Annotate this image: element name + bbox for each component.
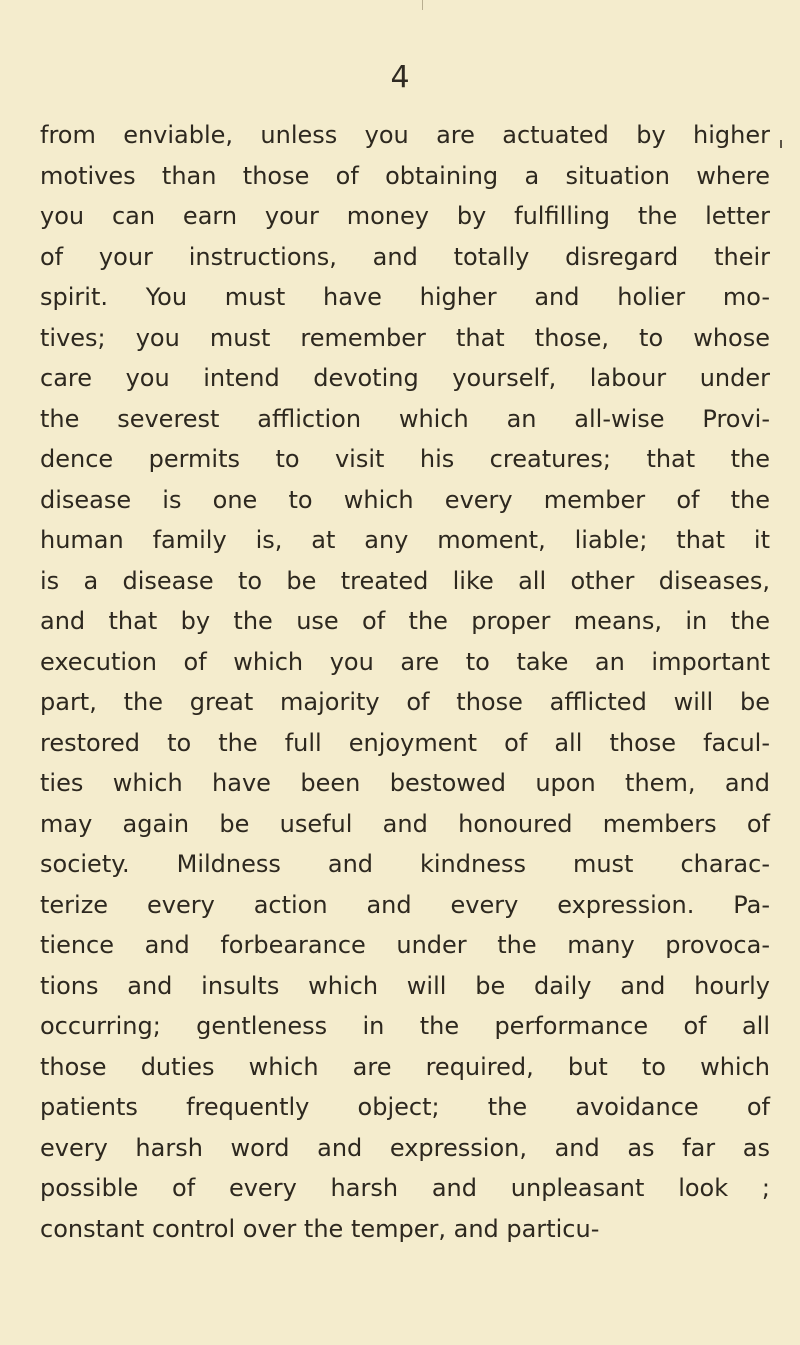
text-line: those duties which are required, but to which: [40, 1052, 770, 1081]
text-line: of your instructions, and totally disregard their: [40, 242, 770, 271]
text-line: execution of which you are to take an important: [40, 647, 770, 676]
text-line: spirit. You must have higher and holier mo-: [40, 283, 770, 311]
text-line: disease is one to which every member of the: [40, 485, 770, 514]
text-line: you can earn your money by fulfilling the letter: [40, 202, 770, 230]
scan-mark: [780, 140, 782, 148]
text-line: human family is, at any moment, liable; that it: [40, 526, 770, 554]
text-line: restored to the full enjoyment of all those facul-: [40, 728, 770, 757]
text-line: from enviable, unless you are actuated by higher: [40, 121, 770, 149]
text-line: tives; you must remember that those, to whose: [40, 323, 770, 352]
text-line: constant control over the temper, and particu-: [40, 1214, 600, 1243]
scan-mark: [422, 0, 423, 10]
text-line: part, the great majority of those afflicted will be: [40, 688, 770, 716]
text-line: every harsh word and expression, and as far as: [40, 1133, 770, 1162]
text-line: tions and insults which will be daily and hourly: [40, 971, 770, 1000]
text-line: occurring; gentleness in the performance of all: [40, 1012, 770, 1040]
text-line: terize every action and every expression. Pa-: [40, 890, 770, 919]
text-line: dence permits to visit his creatures; that the: [40, 445, 770, 473]
text-line: society. Mildness and kindness must charac-: [40, 850, 770, 878]
text-line: is a disease to be treated like all other diseases,: [40, 566, 770, 595]
text-line: patients frequently object; the avoidance of: [40, 1093, 770, 1121]
text-line: the severest affliction which an all-wise Provi-: [40, 404, 770, 433]
text-line: tience and forbearance under the many provoca-: [40, 931, 770, 959]
text-line: motives than those of obtaining a situation where: [40, 161, 770, 190]
text-line: care you intend devoting yourself, labour under: [40, 364, 770, 392]
body-text: [40, 115, 770, 1249]
text-line: and that by the use of the proper means, in the: [40, 607, 770, 635]
text-line: possible of every harsh and unpleasant look ;: [40, 1174, 770, 1202]
text-line: may again be useful and honoured members of: [40, 809, 770, 838]
page-number: 4: [390, 60, 410, 95]
text-line: ties which have been bestowed upon them, and: [40, 769, 770, 797]
